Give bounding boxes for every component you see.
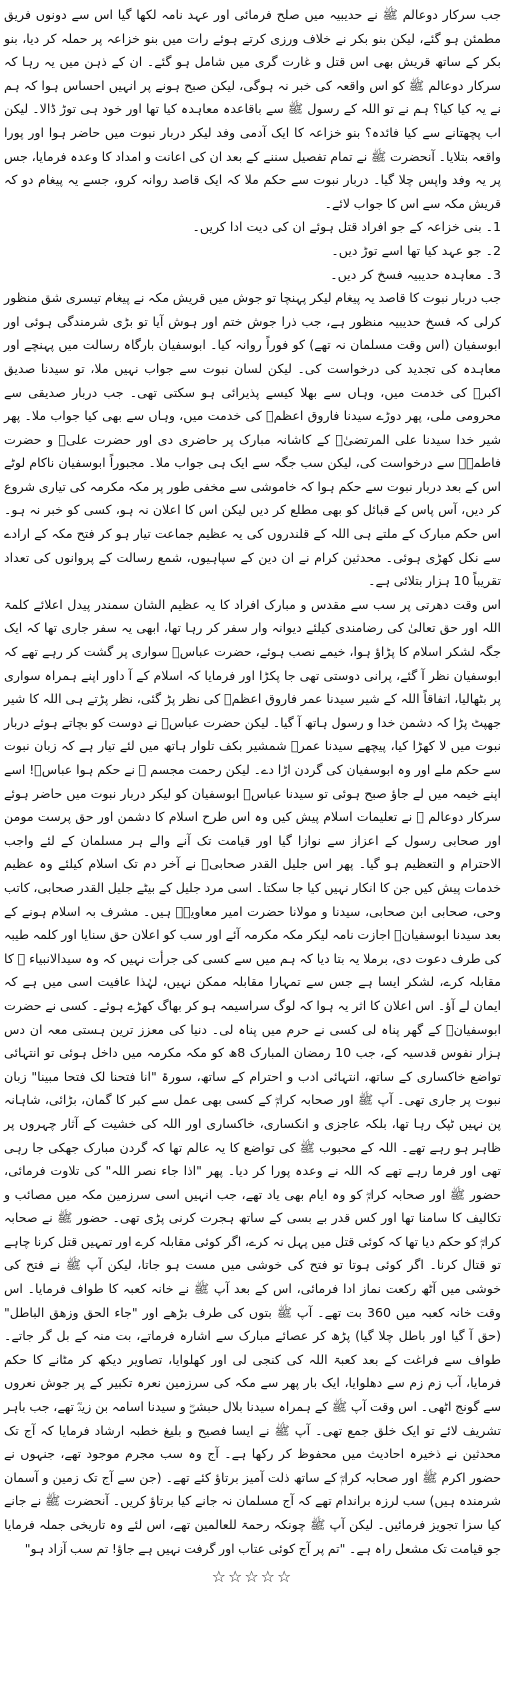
article-paragraph-2: جب دربار نبوت کا قاصد یہ پیغام لیکر پہنچا تو جوش میں قریش مکہ نے پیغام تیسری شق منظور کرلی کہ فسخ حدیبیہ منظور ہے، جب ذرا جوش ختم اور ہوش آیا تو بڑی شرمندگی ہوئی اور ابوسفیان (اس وقت مسلمان نہ تھے) کو فوراً روانہ کیا۔ ابوسفیان بارگاہ رسالت میں پہنچے اور معاہدہ کی تجدید کی درخواست کی۔ لیکن لسان نبوت سے جواب نہیں ملا، تو سیدنا صدیق اکبرؓ کی خدمت میں، وہاں سے بھلا کیسے پذیرائی ہو سکتی تھی۔ جب دربار صدیقی سے محرومی ملی، پھر دوڑے سیدنا فاروق اعظمؓ کی خدمت میں، وہاں سے بھی کیا جواب ملا۔ پھر شیر خدا سیدنا علی المرتضیٰؓ کے کاشانہ مبارک پر حاضری دی اور حضرت علیؓ و حضرت فاطمہؓ سے درخواست کی، لیکن سب جگہ سے ایک ہی جواب ملا۔ مجبوراً ابوسفیان ناکام لوٹے اس کے بعد دربار نبوت سے حکم ہوا کہ خاموشی سے مخفی طور پر مکہ مکرمہ کی تیاری شروع کر دیں، آس پاس کے قبائل کو بھی مطلع کر دیں لیکن اس کا اعلان نہ ہو، کسی کو خبر نہ ہو۔ اس حکم مبارک کے ملتے ہی اللہ کے قلندروں کی یہ عظیم جماعت تیار ہو کر فتح مکہ کے ارادے سے نکل کھڑی ہوئی۔ محدثین کرام نے ان دین کے سپاہیوں، شمع رسالت کے پروانوں کی تعداد تقریباً 10 ہزار بتلائی ہے۔ [4,290,501,589]
conditions-list [4,215,501,286]
condition-item-3: 3۔ معاہدہ حدیبیہ فسخ کر دیں۔ [330,266,501,282]
article-paragraph-3: اس وقت دھرتی پر سب سے مقدس و مبارک افراد کا یہ عظیم الشان سمندر پیدل اعلائے کلمۃ اللہ اور حق تعالیٰ کی رضامندی کیلئے دیوانہ وار سفر کر رہا تھا، ابھی یہ سفر جاری تھا کہ ایک جگہ لشکر اسلام کا پڑاؤ ہوا، خیمے نصب ہوئے، حضرت عباسؓ سواری پر گشت کر رہے تھے کہ ابوسفیان نظر آ گئے، پرانی دوستی تھی جا پکڑا اور فرمایا کہ اسلام کے آ داور اپنے ہمراہ سواری پر بٹھالیا، اتفاقاً اللہ کے شیر سیدنا عمر فاروق اعظمؓ کی نظر پڑ گئی، نظر پڑتے ہی اللہ کا شیر جھپٹ پڑا کہ دشمن خدا و رسول ہاتھ آ گیا۔ لیکن حضرت عباسؓ نے دوست کو بچاتے ہوئے دربار نبوت میں لا کھڑا کیا، پیچھے سیدنا عمرؓ شمشیر بکف تلوار ہاتھ میں لئے تیار ہے کہ زبان نبوت سے حکم ملے اور وہ ابوسفیان کی گردن اڑا دے۔ لیکن رحمت مجسم ﷺ نے حکم ہوا عباسؓ! اسے اپنے خیمہ میں لے جاؤ صبح ہوئی تو سیدنا عباسؓ ابوسفیان کو لیکر دربار نبوت میں حاضر ہوئے سرکار دوعالم ﷺ نے تعلیمات اسلام پیش کیں وہ اس طرح اسلام کا دشمن اور حق پرست مومن اور صحابی رسول کے اعزاز سے نوازا گیا اور قیامت تک آنے والے ہر مسلمان کے لئے واجب الاحترام و التعظیم ہو گیا۔ پھر اس جلیل القدر صحابیؓ نے آخر دم تک اسلام کیلئے وہ عظیم خدمات پیش کیں جن کا انکار نہیں کیا جا سکتا۔ اسی مرد جلیل کے بیٹے جلیل القدر صحابی، کاتب وحی، صحابی ابن صحابی، سیدنا و مولانا حضرت امیر معاویہؓ ہیں۔ مشرف بہ اسلام ہونے کے بعد سیدنا ابوسفیانؓ اجازت نامہ لیکر مکہ مکرمہ آئے اور سب کو اعلان حق سنایا اور کلمہ طیبہ کی طرف دعوت دی، برملا یہ بتا دیا کہ ہم میں سے کسی کی جرأت نہیں کہ وہ سیدالانبیاء ﷺ کا مقابلہ کرے، لشکر ایسا ہے جس سے تمہارا مقابلہ ممکن نہیں، لہٰذا عافیت اسی میں ہے کہ ایمان لے آؤ۔ اس اعلان کا اثر یہ ہوا کہ لوگ سراسیمہ ہو کر بھاگ کھڑے ہوئے۔ کسی نے حضرت ابوسفیانؓ کے گھر پناہ لی کسی نے حرم میں پناہ لی۔ دنیا کی معزز ترین ہستی معہ ان دس ہزار نفوس قدسیہ کے، جب 10 رمضان المبارک 8ھ کو مکہ مکرمہ میں داخل ہوئی تو انتہائی تواضع خاکساری کے ساتھ، انتہائی ادب و احترام کے ساتھ، سورۃ "انا فتحنا لک فتحا مبینا" زبان نبوت پر جاری تھی۔ آپ ﷺ اور صحابہ کرامؓ کے کسی بھی عمل سے کبر کا گمان، بڑائی، شاہانہ پن نہیں ٹپک رہا تھا، بلکہ عاجزی و انکساری، خاکساری اور اللہ کی خشیت کے آثار چہروں پر ظاہر ہو رہے تھے۔ اللہ کے محبوب ﷺ کی تواضع کا یہ عالم تھا کہ گردن مبارک جھکی جا رہی تھی اور فرما رہے تھے کہ اللہ نے وعدہ پورا کر دیا۔ پھر "اذا جاء نصر اللہ" کی تلاوت فرمائی، حضور ﷺ اور صحابہ کرامؓ کو وہ ایام بھی یاد تھے، جب انہیں اسی سرزمین مکہ میں مصائب و تکالیف کا سامنا تھا اور کس قدر بے بسی کے ساتھ ہجرت کرنی پڑی تھی۔ حضور ﷺ نے صحابہ کرامؓ کو حکم دیا تھا کہ کوئی قتل میں پہل نہ کرے، اگر کوئی مقابلہ کرے اور تمہیں قتل کرنا چاہے تو قتال کرنا۔ اگر کوئی ہوتا تو فتح کی خوشی میں مست ہو جاتا، لیکن آپ ﷺ نے فتح کی خوشی میں آٹھ رکعت نماز ادا فرمائی، اس کے بعد آپ ﷺ نے خانہ کعبہ کا طواف فرمایا۔ اس وقت خانہ کعبہ میں 360 بت تھے۔ آپ ﷺ بتوں کی طرف بڑھے اور "جاء الحق وزھق الباطل" (حق آ گیا اور باطل چلا گیا) پڑھ کر عصائے مبارک سے اشارہ فرماتے، بت منہ کے بل گر جاتے۔ طواف سے فراغت کے بعد کعبۃ اللہ کی کنجی لی اور کھلوایا، تصاویر دیکھ کر مٹانے کا حکم فرمایا، آب زم زم سے دھلوایا، ایک بار پھر سے مکہ کی سرزمین نعرہ تکبیر کے پر جوش نعروں سے گونج اٹھی۔ اس وقت آپ ﷺ کے ہمراہ سیدنا بلال حبشیؓ و سیدنا اسامہ بن زیدؓ تھے، جب باہر تشریف لائے تو ایک خلق جمع تھی۔ آپ ﷺ نے ایسا فصیح و بلیغ خطبہ ارشاد فرمایا کہ آج تک محدثین نے ذخیرہ احادیث میں محفوظ کر رکھا ہے۔ آج وہ سب مجرم موجود تھے، جنہوں نے حضور اکرم ﷺ اور صحابہ کرامؓ کے ساتھ ذلت آمیز برتاؤ کئے تھے۔ (جن سے آج تک زمین و آسمان شرمندہ ہیں) سب لرزہ براندام تھے کہ آج مسلمان نہ جانے کیا برتاؤ کریں۔ آنحضرت ﷺ نے جانے کیا سزا تجویز فرمائیں۔ لیکن آپ ﷺ چونکہ رحمۃ للعالمین تھے، اس لئے وہ تاریخی جملہ فرمایا جو قیامت تک مشعل راہ ہے۔ "تم پر آج کوئی عتاب اور گرفت نہیں ہے جاؤ! تم سب آزاد ہو" [4,596,502,1556]
article-paragraph-1: جب سرکار دوعالم ﷺ نے حدیبیہ میں صلح فرمائی اور عہد نامہ لکھا گیا اس سے دونوں فریق مطمئن ہو گئے، لیکن بنو بکر نے خلاف ورزی کرتے ہوئے رات میں بنو خزاعہ پر حملہ کر دیا، بنو بکر کے ساتھ قریش بھی اس قتل و غارت گری میں شامل ہو گئے۔ ان کے ذہن میں یہ رہا کہ سرکار دوعالم ﷺ کو اس واقعہ کی خبر نہ ہوگی، لیکن صبح ہونے پر انہیں احساس ہوا کہ ہم نے یہ کیا کیا؟ ہم نے تو اللہ کے رسول ﷺ سے باقاعدہ معاہدہ کیا تھا اور خود ہی توڑ ڈالا۔ لیکن اب پچھتانے سے کیا فائدہ؟ بنو خزاعہ کا ایک آدمی وفد لیکر دربار نبوت میں حاضر ہوا اور پورا واقعہ بتلایا۔ آنحضرت ﷺ نے تمام تفصیل سننے کے بعد ان کی اعانت و امداد کا وعدہ فرمایا، جس پر یہ وفد واپس چلا گیا۔ دربار نبوت سے حکم ملا کہ ایک قاصد روانہ کرو، جسے یہ پیغام دو کہ قریش مکہ سے اس کا جواب لائے۔ [4,7,501,211]
condition-item-1: 1۔ بنی خزاعہ کے جو افراد قتل ہوئے ان کی دیت ادا کریں۔ [192,219,501,235]
condition-item-2: 2۔ جو عہد کیا تھا اسے توڑ دیں۔ [331,242,501,258]
star-separator: ☆☆☆☆☆ [211,1567,294,1587]
